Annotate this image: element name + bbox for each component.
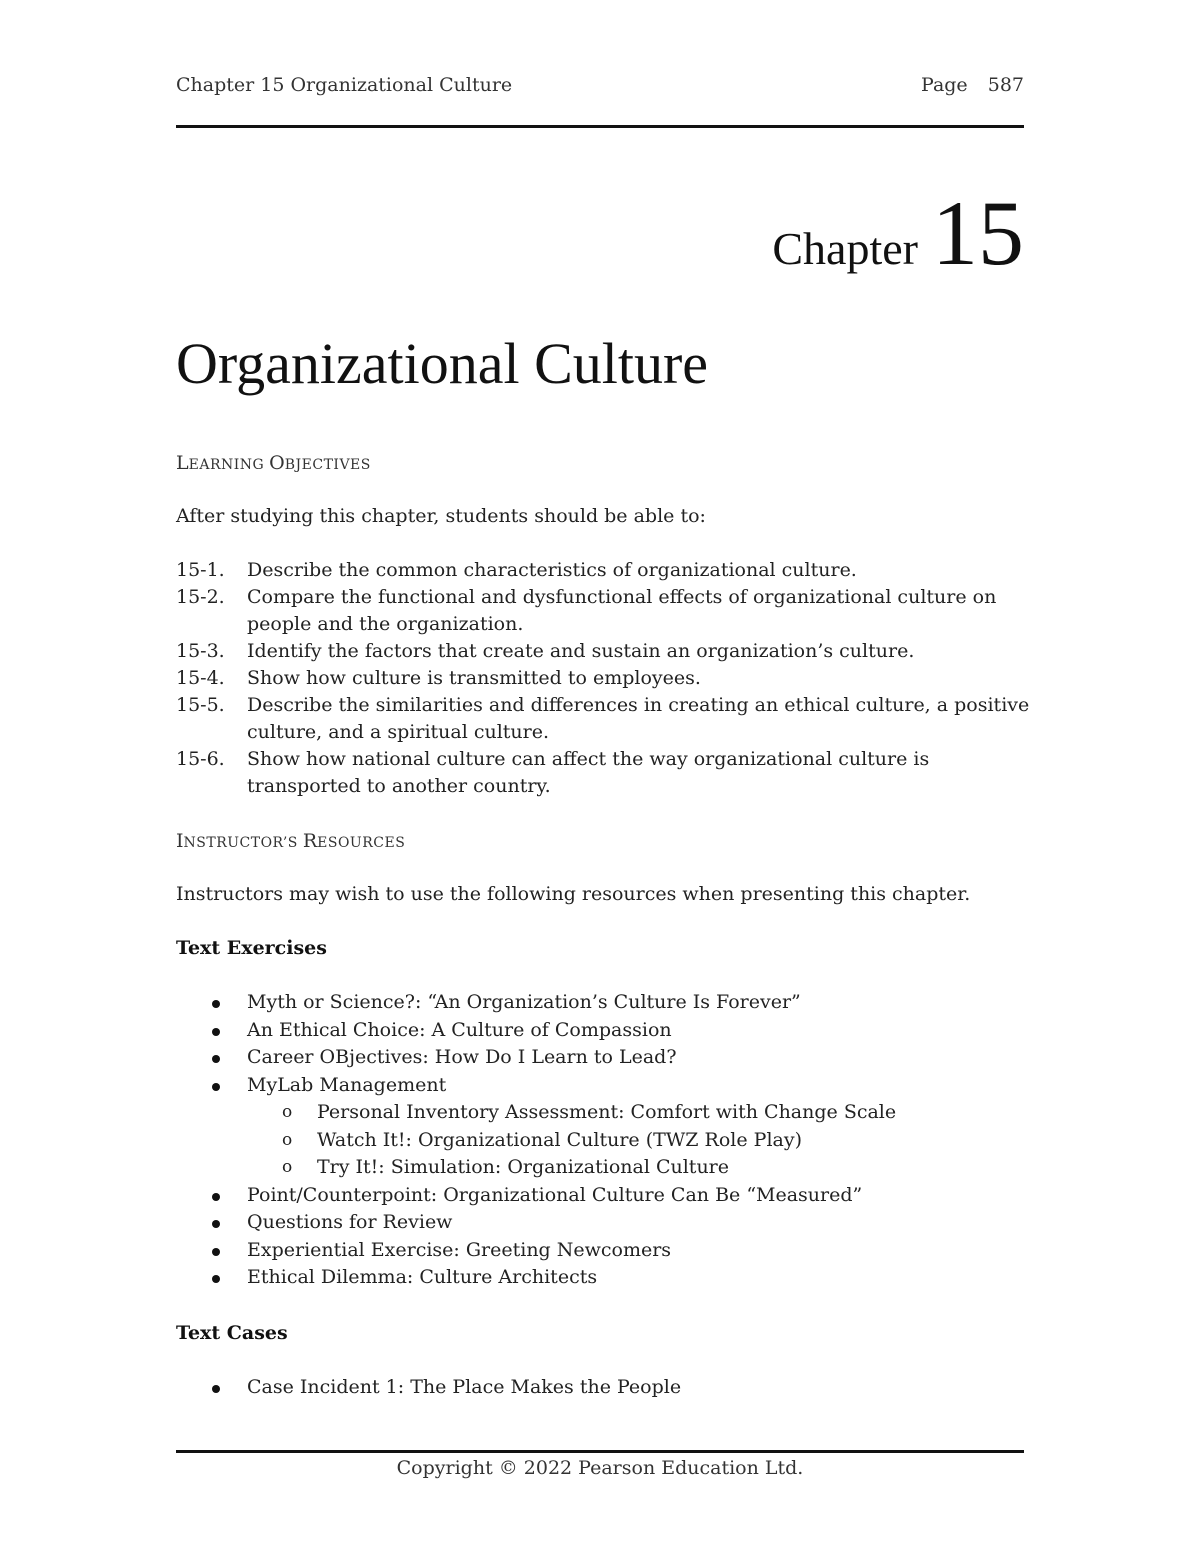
list-item: An Ethical Choice: A Culture of Compassion <box>176 1017 1036 1045</box>
bullet-icon <box>212 1028 220 1036</box>
list-item: Experiential Exercise: Greeting Newcomers <box>176 1237 1036 1265</box>
footer-rule <box>176 1450 1024 1453</box>
bullet-icon <box>212 1275 220 1283</box>
list-item: MyLab Management <box>176 1072 1036 1100</box>
list-item: Point/Counterpoint: Organizational Culture Can Be “Measured” <box>176 1182 1036 1210</box>
list-item: Case Incident 1: The Place Makes the People <box>176 1374 1036 1402</box>
chapter-title: Organizational Culture <box>176 331 709 396</box>
bullet-icon <box>212 1248 220 1256</box>
sub-list-item: o Watch It!: Organizational Culture (TWZ Role Play) <box>176 1127 1036 1155</box>
circle-bullet-icon: o <box>282 1102 293 1122</box>
list-item: Myth or Science?: “An Organization’s Culture Is Forever” <box>176 989 1036 1017</box>
text-cases-heading: Text Cases <box>176 1322 288 1344</box>
bullet-icon <box>212 1083 220 1091</box>
objective-item: 15-1. Describe the common characteristics of organizational culture. <box>176 559 857 581</box>
bullet-icon <box>212 1193 220 1201</box>
instructor-resources-heading: INSTRUCTOR’S RESOURCES <box>176 830 406 852</box>
objective-item: 15-6. Show how national culture can affect the way organizational culture is transported to another country. <box>176 748 930 797</box>
page-label: Page <box>921 74 968 96</box>
chapter-word: Chapter <box>772 223 918 274</box>
bullet-icon <box>212 1000 220 1008</box>
chapter-number: 15 <box>932 182 1024 284</box>
running-header <box>176 74 1024 98</box>
objective-item: 15-2. Compare the functional and dysfunctional effects of organizational culture on people and the organization. <box>176 586 997 635</box>
copyright-footer: Copyright © 2022 Pearson Education Ltd. <box>396 1457 804 1479</box>
chapter-number-heading <box>772 180 1024 286</box>
circle-bullet-icon: o <box>282 1157 293 1177</box>
objective-item: 15-5. Describe the similarities and differences in creating an ethical culture, a positive culture, and a spiritual culture. <box>176 694 1030 743</box>
page-number-value: 587 <box>987 74 1024 96</box>
running-header-title: Chapter 15 Organizational Culture <box>176 74 513 96</box>
bullet-icon <box>212 1385 220 1393</box>
bullet-icon <box>212 1220 220 1228</box>
sub-list-item: o Personal Inventory Assessment: Comfort with Change Scale <box>176 1099 1036 1127</box>
circle-bullet-icon: o <box>282 1129 293 1150</box>
objectives-list <box>176 557 1036 800</box>
sub-list-item: o Try It!: Simulation: Organizational Culture <box>176 1154 1036 1182</box>
page-number <box>921 74 1024 96</box>
text-exercises-list <box>176 989 1036 1292</box>
objective-item: 15-4. Show how culture is transmitted to employees. <box>176 667 701 689</box>
resources-intro: Instructors may wish to use the following resources when presenting this chapter. <box>176 883 971 905</box>
list-item: Career OBjectives: How Do I Learn to Lead? <box>176 1044 1036 1072</box>
list-item: Questions for Review <box>176 1209 1036 1237</box>
learning-objectives-heading: LEARNING OBJECTIVES <box>176 452 371 474</box>
bullet-icon <box>212 1055 220 1063</box>
objective-item: 15-3. Identify the factors that create and sustain an organization’s culture. <box>176 640 915 662</box>
text-exercises-heading: Text Exercises <box>176 937 327 959</box>
header-rule <box>176 125 1024 128</box>
text-cases-list <box>176 1374 1036 1402</box>
list-item: Ethical Dilemma: Culture Architects <box>176 1264 1036 1292</box>
objectives-intro: After studying this chapter, students should be able to: <box>176 505 706 527</box>
